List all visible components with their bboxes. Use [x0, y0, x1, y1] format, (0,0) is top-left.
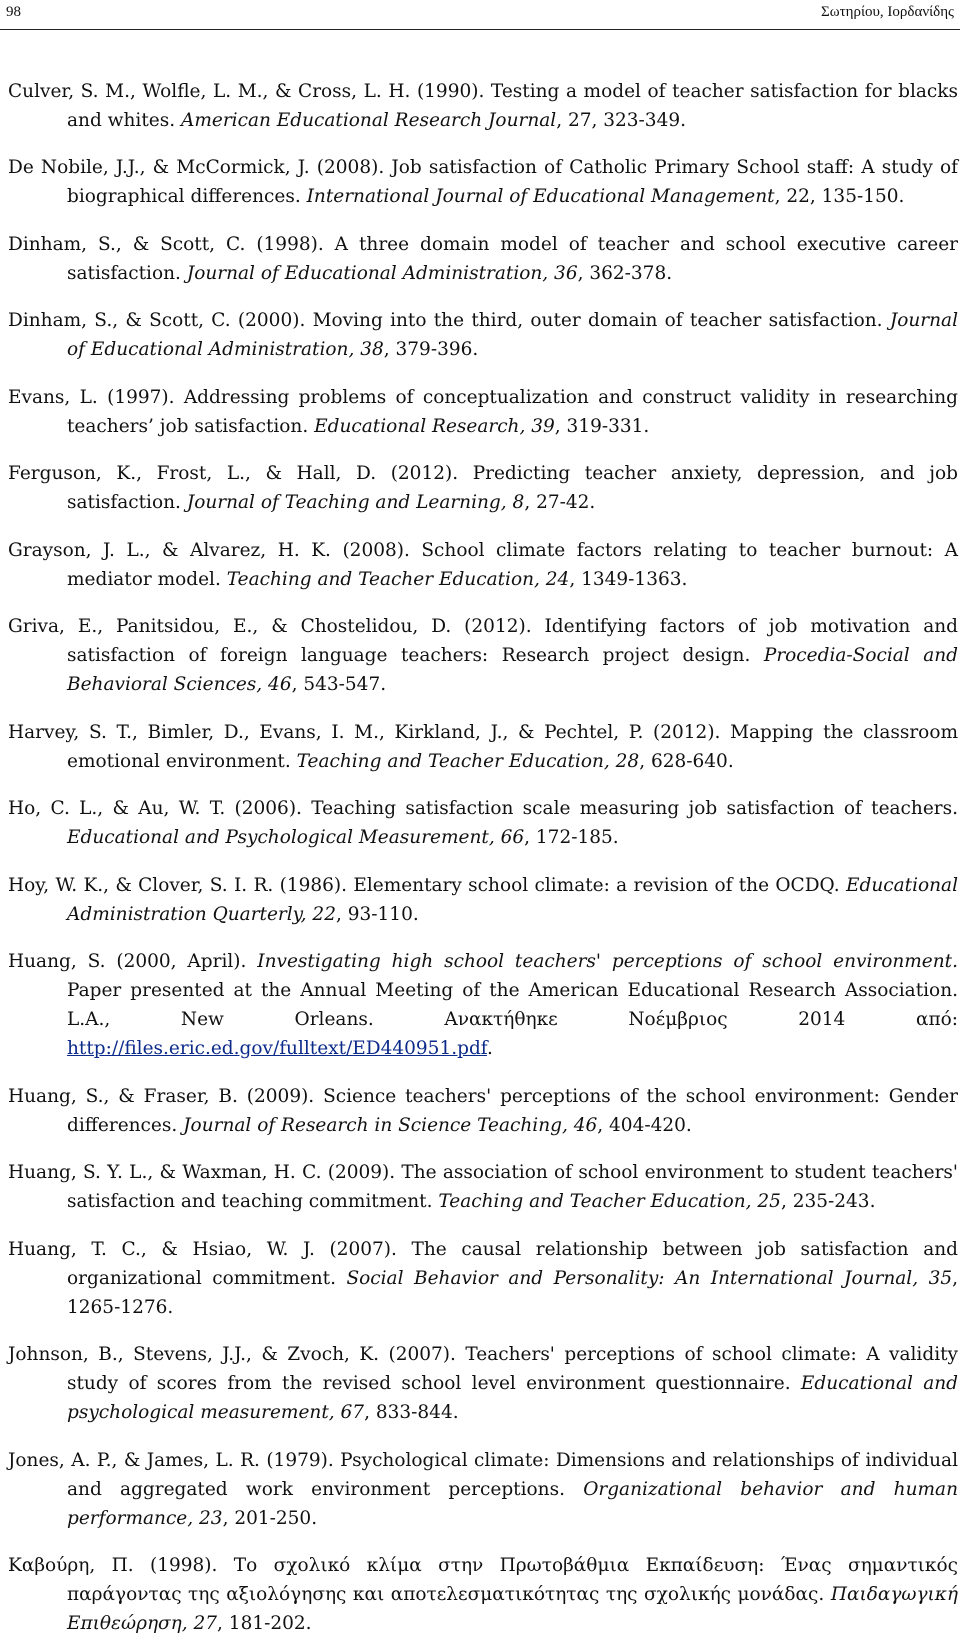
page-number: 98	[6, 4, 21, 20]
ref-source: Journal of Educational Administration, 38	[67, 310, 958, 360]
ref-authors-title: Huang, S., & Fraser, B. (2009). Science teachers' perceptions of the school environment: Gender differences.	[8, 1085, 958, 1136]
ref-url-link[interactable]: http://files.eric.ed.gov/fulltext/ED440951.pdf	[67, 1038, 487, 1059]
ref-source: Social Behavior and Personality: An International Journal, 35	[346, 1267, 953, 1289]
page-header	[0, 0, 960, 30]
ref-tail: .	[486, 1038, 493, 1059]
ref-source: Educational and psychological measurement, 67	[67, 1373, 958, 1423]
ref-source: Journal of Educational Administration, 36	[186, 262, 578, 284]
ref-authors-title: Griva, E., Panitsidou, E., & Chostelidou, D. (2012). Identifying factors of job motivation and satisfaction of foreign language teachers: Research project design.	[8, 616, 958, 666]
running-head-authors: Σωτηρίου, Ιορδανίδης	[820, 4, 954, 20]
reference-entry	[8, 718, 958, 776]
reference-entry	[8, 1551, 958, 1638]
reference-entry	[8, 306, 958, 364]
ref-authors-title: Culver, S. M., Wolfle, L. M., & Cross, L. H. (1990). Testing a model of teacher satisfaction for blacks and whites.	[8, 80, 958, 131]
ref-authors-title: Ho, C. L., & Au, W. T. (2006). Teaching satisfaction scale measuring job satisfaction of teachers.	[8, 798, 958, 819]
ref-details: , 201-250.	[222, 1507, 318, 1529]
ref-authors-title: Evans, L. (1997). Addressing problems of conceptualization and construct validity in researching teachers’ job satisfaction.	[8, 386, 958, 437]
ref-details: Paper presented at the Annual Meeting of the American Educational Research Association. L.A., New Orleans. Ανακτήθηκε Νοέμβριος 2014 από:	[67, 980, 958, 1030]
ref-source: American Educational Research Journal	[180, 109, 557, 131]
ref-authors-title: Harvey, S. T., Bimler, D., Evans, I. M., Kirkland, J., & Pechtel, P. (2012). Mapping the classroom emotional environment.	[8, 721, 958, 772]
ref-details: , 1349-1363.	[569, 568, 688, 590]
reference-entry	[8, 230, 958, 288]
ref-details: , 22, 135-150.	[774, 186, 905, 207]
ref-details: , 404-420.	[597, 1114, 692, 1136]
reference-entry	[8, 794, 958, 852]
ref-details: , 172-185.	[524, 827, 619, 848]
ref-authors-title: Hoy, W. K., & Clover, S. I. R. (1986). Elementary school climate: a revision of the OCDQ.	[8, 874, 840, 896]
ref-details: , 181-202.	[217, 1613, 312, 1634]
reference-entry	[8, 871, 958, 929]
ref-source: Procedia-Social and Behavioral Sciences, 46	[67, 645, 958, 695]
ref-source: Teaching and Teacher Education, 28	[296, 750, 640, 772]
ref-authors-title: Grayson, J. L., & Alvarez, H. K. (2008). School climate factors relating to teacher burnout: A mediator model.	[8, 539, 958, 590]
reference-entry	[8, 1158, 958, 1216]
ref-details: , 27, 323-349.	[556, 109, 687, 131]
ref-source: Teaching and Teacher Education, 25	[438, 1191, 781, 1212]
ref-source: Investigating high school teachers' perceptions of school environment.	[257, 951, 958, 972]
reference-entry	[8, 536, 958, 594]
reference-entry	[8, 1082, 958, 1140]
ref-authors-title: Huang, S. Y. L., & Waxman, H. C. (2009). The association of school environment to student teachers' satisfaction and teaching commitment.	[8, 1162, 958, 1212]
reference-entry	[8, 1340, 958, 1427]
reference-entry	[8, 459, 958, 517]
ref-details: , 543-547.	[291, 674, 387, 695]
reference-entry	[8, 612, 958, 699]
ref-details: , 362-378.	[577, 262, 673, 284]
ref-authors-title: Huang, T. C., & Hsiao, W. J. (2007). The causal relationship between job satisfaction and organizational commitment.	[8, 1238, 958, 1289]
ref-source: Journal of Teaching and Learning, 8	[186, 492, 525, 513]
ref-source: Educational Research, 39	[314, 415, 555, 437]
ref-authors-title: Jones, A. P., & James, L. R. (1979). Psychological climate: Dimensions and relationships of individual and aggregated work environment perceptions.	[8, 1449, 958, 1500]
ref-authors-title: Καβούρη, Π. (1998). Το σχολικό κλίμα στην Πρωτοβάθμια Εκπαίδευση: Ένας σημαντικός παράγοντας της αξιολόγησης και αποτελεσματικότητας της σχολικής μονάδας.	[8, 1555, 958, 1605]
ref-details: , 1265-1276.	[67, 1267, 958, 1318]
reference-entry	[8, 947, 958, 1063]
ref-authors-title: Ferguson, K., Frost, L., & Hall, D. (2012). Predicting teacher anxiety, depression, and job satisfaction.	[8, 463, 958, 513]
ref-source: Teaching and Teacher Education, 24	[226, 568, 570, 590]
reference-entry	[8, 1446, 958, 1533]
ref-authors-title: Johnson, B., Stevens, J.J., & Zvoch, K. (2007). Teachers' perceptions of school climate: A validity study of scores from the revised school level environment questionnaire.	[8, 1344, 958, 1394]
reference-entry	[8, 1235, 958, 1322]
reference-entry	[8, 383, 958, 441]
reference-entry	[8, 153, 958, 211]
ref-authors-title: Dinham, S., & Scott, C. (2000). Moving into the third, outer domain of teacher satisfaction.	[8, 310, 883, 331]
ref-authors-title: Dinham, S., & Scott, C. (1998). A three domain model of teacher and school executive career satisfaction.	[8, 233, 958, 284]
ref-details: , 27-42.	[524, 492, 596, 513]
ref-authors-title: Huang, S. (2000, April).	[8, 951, 247, 972]
ref-source: Journal of Research in Science Teaching, 46	[183, 1114, 598, 1136]
ref-source: International Journal of Educational Management	[306, 186, 775, 207]
ref-source: Παιδαγωγική Επιθεώρηση, 27	[67, 1584, 958, 1634]
ref-source: Educational Administration Quarterly, 22	[67, 874, 958, 925]
ref-authors-title: De Nobile, J.J., & McCormick, J. (2008). Job satisfaction of Catholic Primary School staff: A study of biographical differences.	[8, 157, 958, 207]
ref-details: , 628-640.	[639, 750, 734, 772]
ref-source: Organizational behavior and human performance, 23	[67, 1478, 958, 1529]
ref-details: , 235-243.	[780, 1191, 876, 1212]
reference-entry	[8, 77, 958, 135]
ref-details: , 319-331.	[554, 415, 650, 437]
ref-details: , 833-844.	[364, 1402, 459, 1423]
ref-details: , 379-396.	[383, 339, 479, 360]
ref-source: Educational and Psychological Measurement, 66	[67, 827, 525, 848]
ref-details: , 93-110.	[335, 903, 419, 925]
reference-list	[8, 58, 958, 1644]
